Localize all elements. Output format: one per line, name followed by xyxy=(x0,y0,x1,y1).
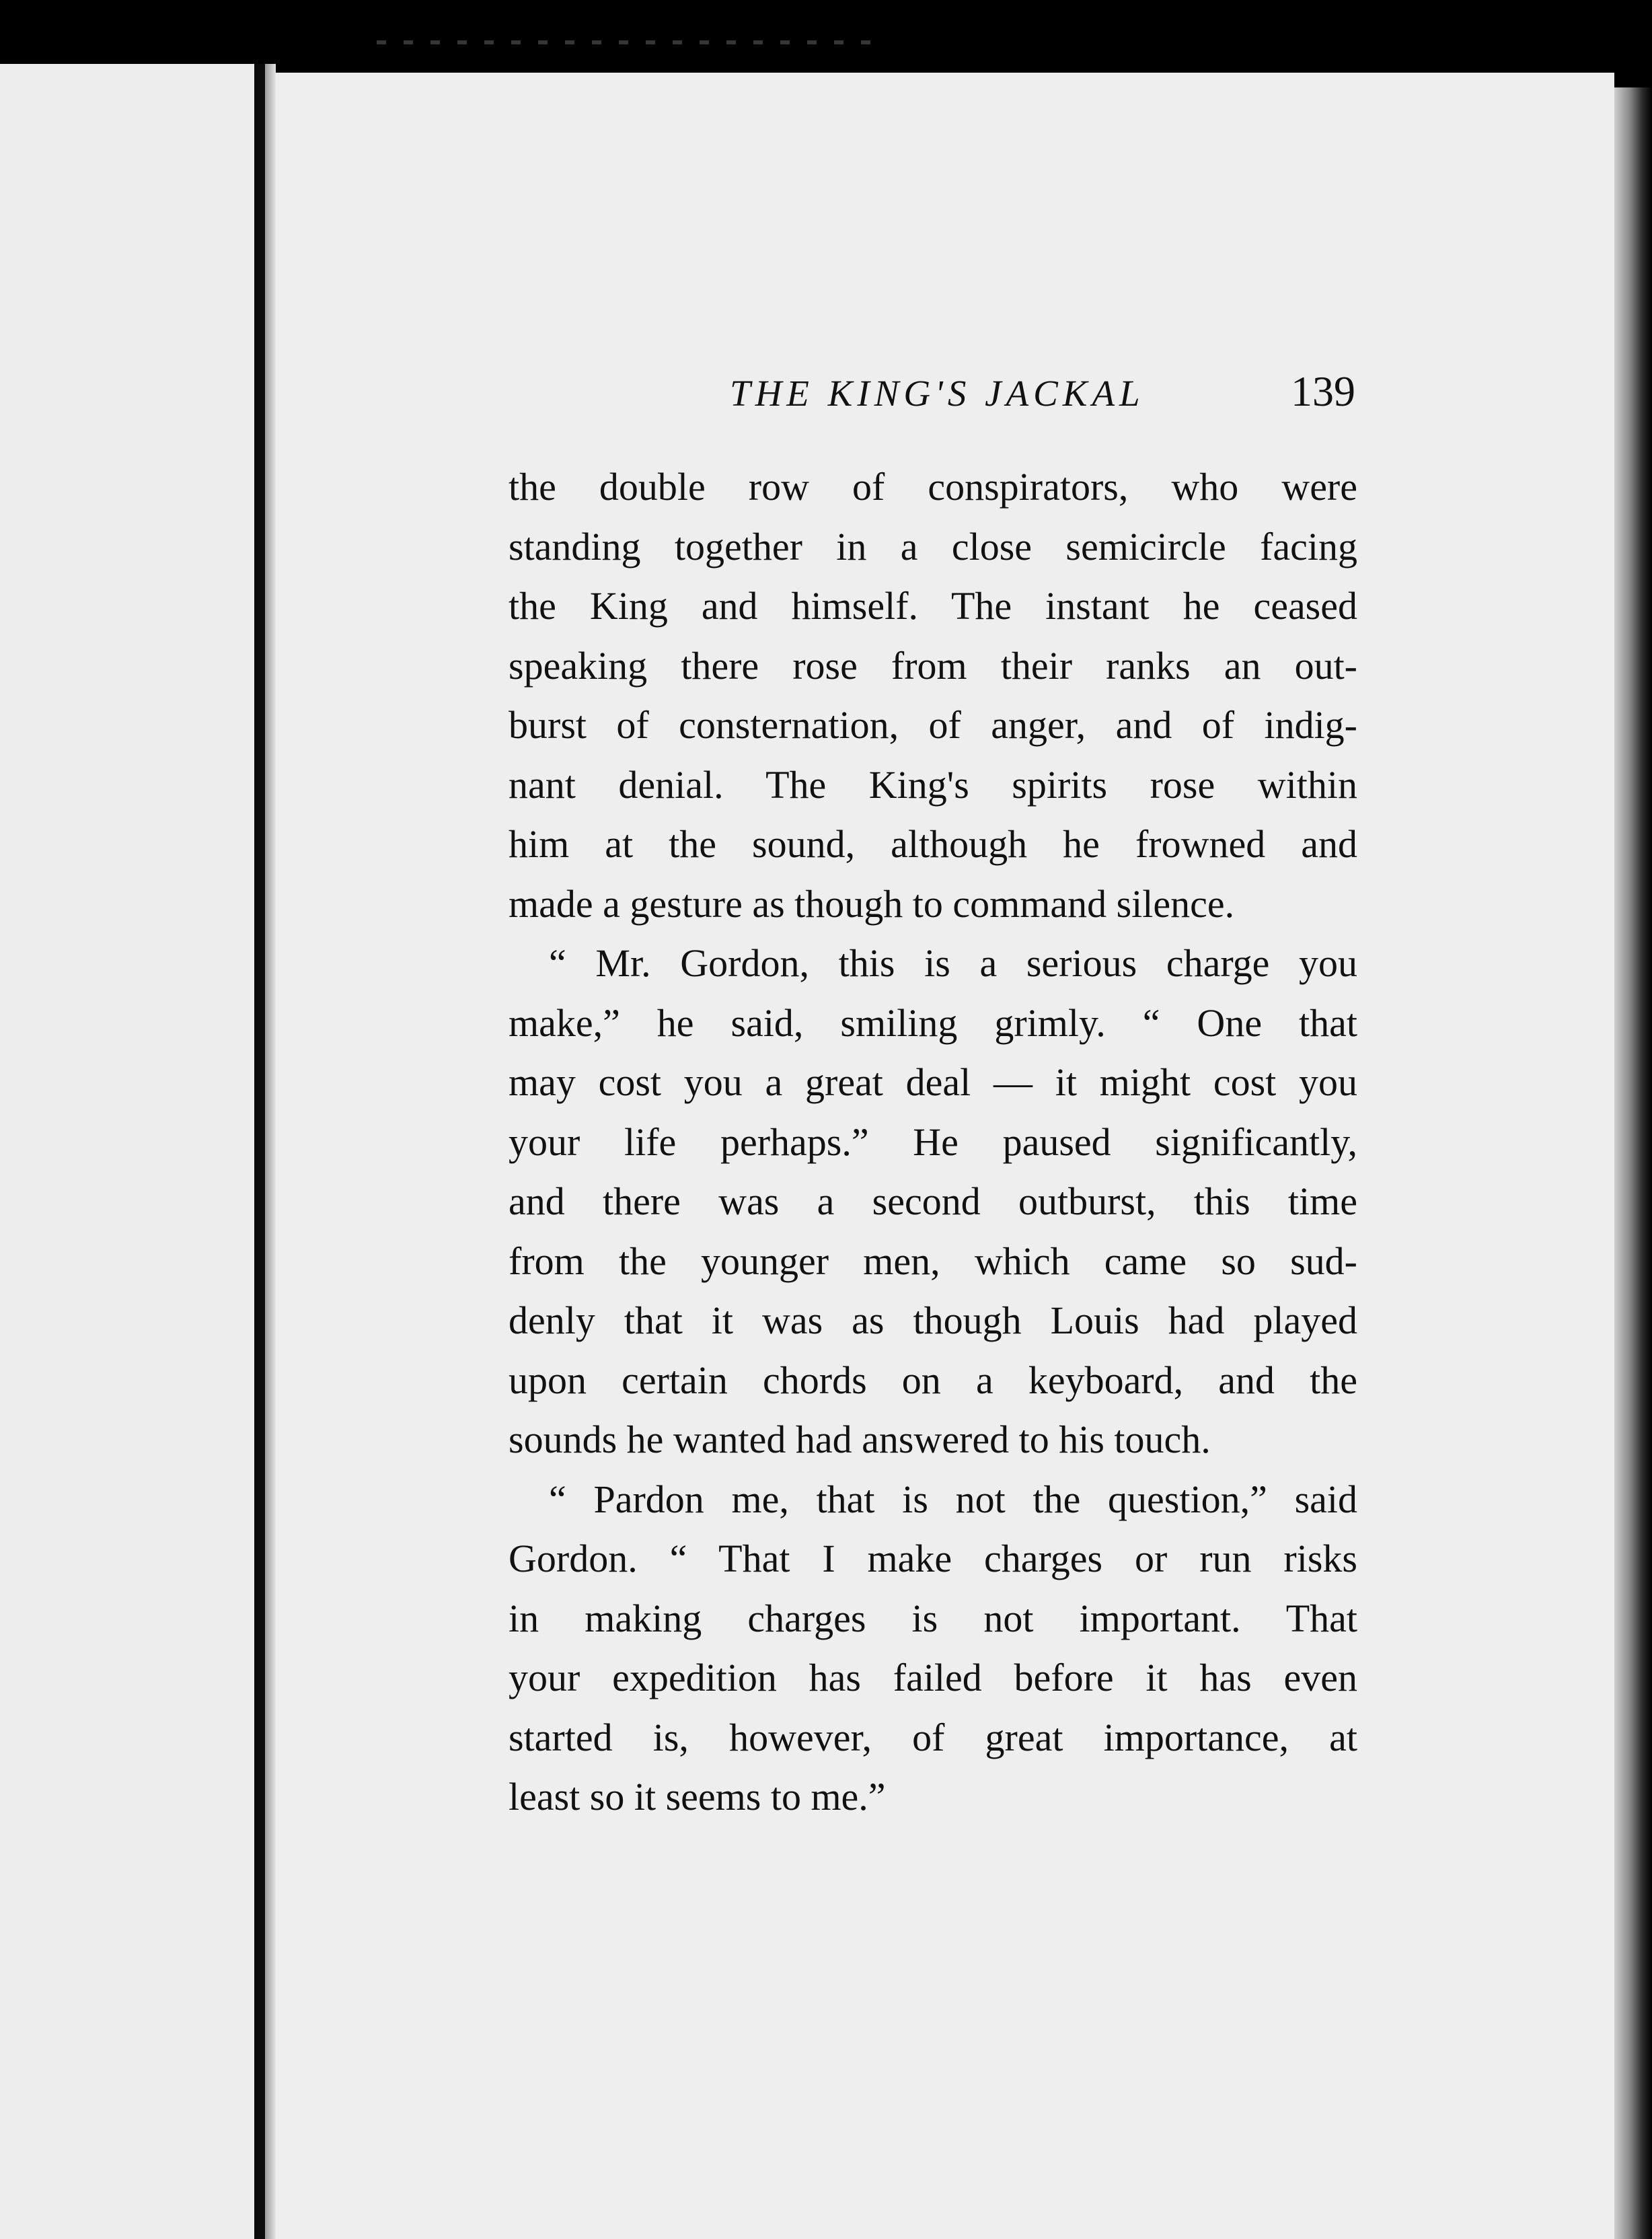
gutter-shadow xyxy=(265,64,276,2239)
text-line: burst of consternation, of anger, and of indig- xyxy=(509,703,1357,747)
text-line: your expedition has failed before it has even xyxy=(509,1656,1357,1699)
page-number: 139 xyxy=(1291,367,1355,415)
text-line: him at the sound, although he frowned and xyxy=(509,822,1357,866)
text-line: nant denial. The King's spirits rose within xyxy=(509,762,1357,807)
paragraph-end-line: made a gesture as though to command silence. xyxy=(509,881,1235,926)
text-line: the double row of conspirators, who were xyxy=(509,465,1357,509)
text-line: in making charges is not important. That xyxy=(509,1596,1357,1640)
text-line: the King and himself. The instant he ceased xyxy=(509,584,1357,628)
text-line: standing together in a close semicircle facing xyxy=(509,524,1357,568)
running-header xyxy=(730,367,1355,427)
text-line: may cost you a great deal — it might cost you xyxy=(509,1060,1357,1104)
paragraph-start-line: “ Mr. Gordon, this is a serious charge you xyxy=(549,941,1357,985)
text-line: your life perhaps.” He paused significantly, xyxy=(509,1120,1357,1164)
text-line: upon certain chords on a keyboard, and the xyxy=(509,1358,1357,1402)
paragraph-end-line: sounds he wanted had answered to his touch. xyxy=(509,1418,1211,1461)
paragraph-start-line: “ Pardon me, that is not the question,” said xyxy=(549,1477,1357,1521)
paragraph-end-line: least so it seems to me.” xyxy=(509,1775,886,1819)
text-line: started is, however, of great importance, at xyxy=(509,1715,1357,1759)
text-line: speaking there rose from their ranks an out- xyxy=(509,643,1357,688)
body-text xyxy=(509,457,1357,1827)
text-line: Gordon. “ That I make charges or run risks xyxy=(509,1537,1357,1580)
book-gutter xyxy=(254,64,265,2239)
text-line: and there was a second outburst, this time xyxy=(509,1179,1357,1223)
page-edge xyxy=(1614,87,1652,2239)
scan-noise xyxy=(377,40,888,44)
text-line: make,” he said, smiling grimly. “ One that xyxy=(509,1000,1357,1045)
running-title: THE KING'S JACKAL xyxy=(730,373,1145,414)
text-line: from the younger men, which came so sud- xyxy=(509,1239,1357,1283)
text-line: denly that it was as though Louis had played xyxy=(509,1298,1357,1342)
facing-page xyxy=(0,64,254,2239)
